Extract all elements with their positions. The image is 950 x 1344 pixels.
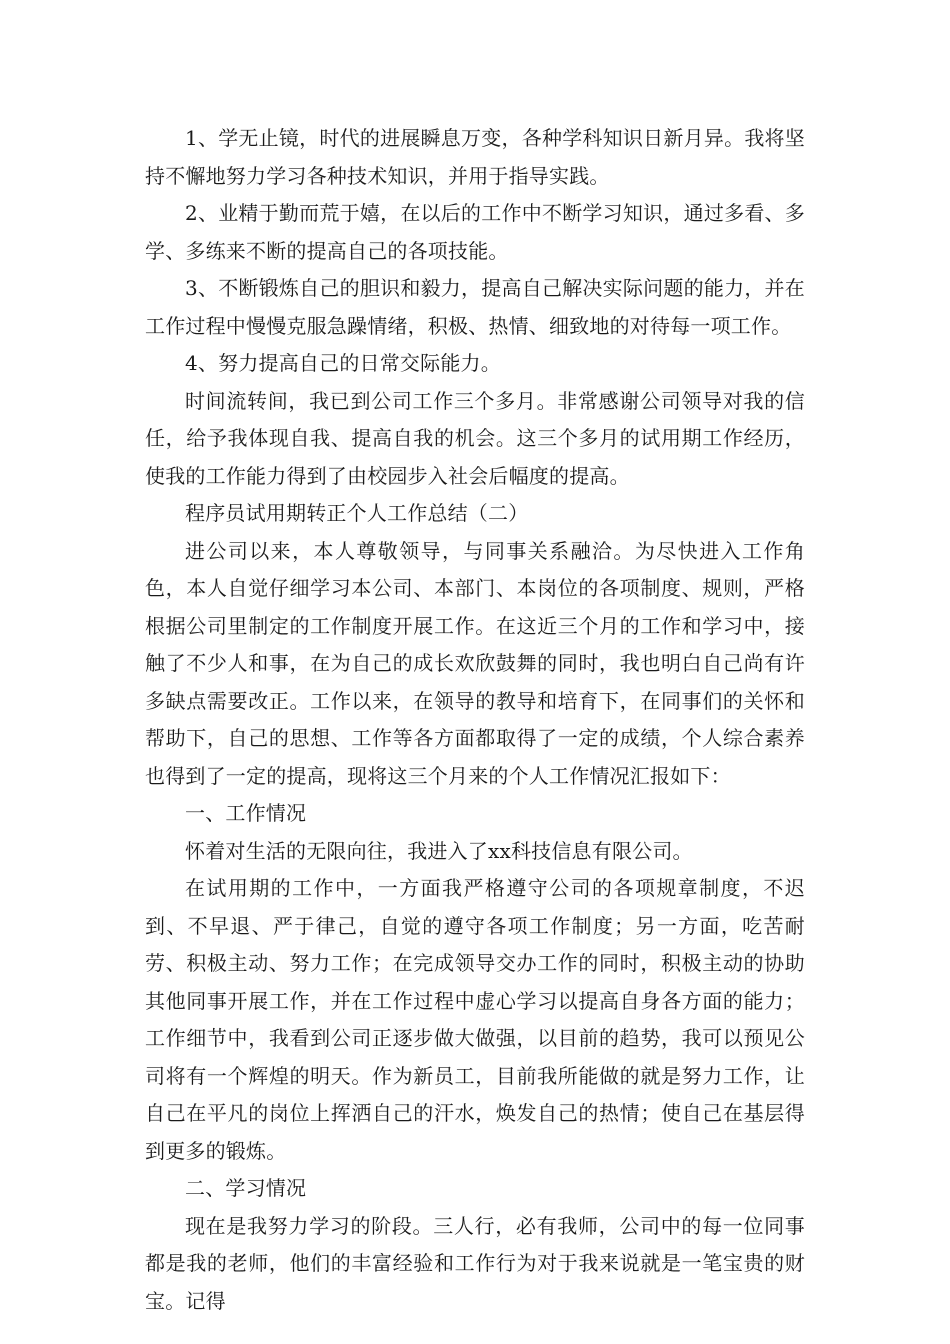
document-body: [145, 120, 805, 1320]
paragraph-item-3: 3、不断锻炼自己的胆识和毅力，提高自己解决实际问题的能力，并在工作过程中慢慢克服急躁情绪，积极、热情、细致地的对待每一项工作。: [145, 276, 805, 338]
paragraph-item-4: 4、努力提高自己的日常交际能力。: [185, 351, 501, 375]
paragraph-study-detail: 现在是我努力学习的阶段。三人行，必有我师，公司中的每一位同事都是我的老师，他们的丰富经验和工作行为对于我来说就是一笔宝贵的财宝。记得: [145, 1213, 805, 1313]
paragraph-company: 怀着对生活的无限向往，我进入了xx科技信息有限公司。: [185, 838, 693, 863]
paragraph-overview: 进公司以来，本人尊敬领导，与同事关系融洽。为尽快进入工作角色，本人自觉仔细学习本公司、本部门、本岗位的各项制度、规则，严格根据公司里制定的工作制度开展工作。在这近三个月的工作和学习中，接触了不少人和事，在为自己的成长欢欣鼓舞的同时，我也明白自己尚有许多缺点需要改正。工作以来，在领导的教导和培育下，在同事们的关怀和帮助下，自己的思想、工作等各方面都取得了一定的成绩，个人综合素养也得到了一定的提高，现将这三个月来的个人工作情况汇报如下：: [145, 538, 805, 788]
heading-study-status: 二、学习情况: [185, 1176, 307, 1200]
paragraph-item-2: 2、业精于勤而荒于嬉，在以后的工作中不断学习知识，通过多看、多学、多练来不断的提高自己的各项技能。: [145, 201, 805, 263]
section-title: 程序员试用期转正个人工作总结（二）: [185, 501, 529, 525]
paragraph-work-detail: 在试用期的工作中，一方面我严格遵守公司的各项规章制度，不迟到、不早退、严于律己，自觉的遵守各项工作制度；另一方面，吃苦耐劳、积极主动、努力工作；在完成领导交办工作的同时，积极主动的协助其他同事开展工作，并在工作过程中虚心学习以提高自身各方面的能力；工作细节中，我看到公司正逐步做大做强，以目前的趋势，我可以预见公司将有一个辉煌的明天。作为新员工，目前我所能做的就是努力工作，让自己在平凡的岗位上挥洒自己的汗水，焕发自己的热情；使自己在基层得到更多的锻炼。: [145, 876, 805, 1163]
paragraph-intro: 时间流转间，我已到公司工作三个多月。非常感谢公司领导对我的信任，给予我体现自我、提高自我的机会。这三个多月的试用期工作经历，使我的工作能力得到了由校园步入社会后幅度的提高。: [145, 388, 805, 488]
heading-work-status: 一、工作情况: [185, 801, 307, 825]
paragraph-item-1: 1、学无止镜，时代的进展瞬息万变，各种学科知识日新月异。我将坚持不懈地努力学习各种技术知识，并用于指导实践。: [145, 126, 805, 188]
